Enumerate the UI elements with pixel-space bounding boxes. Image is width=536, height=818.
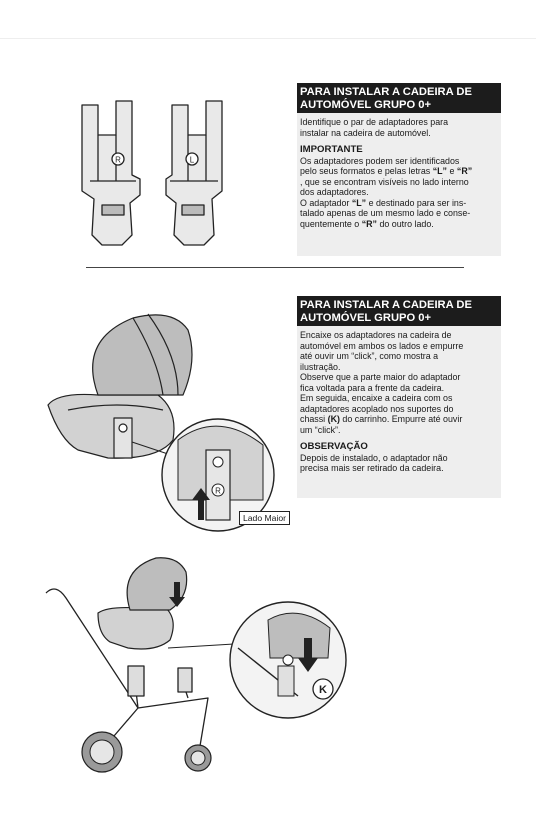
section1-title-line2: AUTOMÓVEL GRUPO 0+ xyxy=(300,98,432,111)
carseat-adapter-illustration xyxy=(38,300,288,545)
important-label: IMPORTANTE xyxy=(300,144,363,155)
car-seat xyxy=(48,314,192,458)
s2-line6: fica voltada para a frente da cadeira. xyxy=(300,382,445,393)
section2-text-box xyxy=(297,326,501,498)
important-line2: pelo seus formatos e pelas letras “L” e “R” xyxy=(300,166,473,176)
adapter-right-letter: R xyxy=(115,155,121,165)
s2-line4: ilustração. xyxy=(300,361,341,372)
s2-line3: até ouvir um “click”, como mostra a xyxy=(300,351,439,361)
s2-line8: adaptadores acoplado nos suportes do xyxy=(300,403,454,414)
section-divider xyxy=(86,267,464,268)
note-line2: precisa mais ser retirado da cadeira. xyxy=(300,463,444,473)
adapters-illustration xyxy=(72,95,252,255)
important-line1: Os adaptadores podem ser identificados xyxy=(300,155,460,166)
adapter-left-letter: L xyxy=(189,155,195,165)
adapter-right xyxy=(82,101,140,245)
section2-title-line1: PARA INSTALAR A CADEIRA DE xyxy=(300,299,472,311)
stroller-car-seat xyxy=(98,558,187,649)
section1-header xyxy=(297,83,501,114)
s2-line5: Observe que a parte maior do adaptador xyxy=(300,372,461,382)
s2-line7: Em seguida, encaixe a cadeira com os xyxy=(300,393,453,403)
chassis-detail-circle xyxy=(230,602,346,718)
section1-intro-line1: Identifique o par de adaptadores para xyxy=(300,117,449,127)
section1-intro-line2: instalar na cadeira de automóvel. xyxy=(300,127,431,138)
s2-line10: um “click”. xyxy=(300,424,341,435)
section1-title-line1: PARA INSTALAR A CADEIRA DE xyxy=(300,86,472,98)
important-line3: , que se encontram visíveis no lado interno xyxy=(300,176,469,187)
page-top-rule xyxy=(0,38,536,39)
lado-maior-label: Lado Maior xyxy=(239,511,290,525)
note-label: OBSERVAÇÃO xyxy=(300,441,368,452)
section2-title-line2: AUTOMÓVEL GRUPO 0+ xyxy=(300,311,432,324)
s2-line9: chassi (K) do carrinho. Empurre até ouvir xyxy=(300,414,463,424)
s2-line2: automóvel em ambos os lados e empurre xyxy=(300,340,464,351)
important-line4: dos adaptadores. xyxy=(300,187,369,197)
important-line6: talado apenas de um mesmo lado e conse- xyxy=(300,208,471,218)
important-line5: O adaptador “L” e destinado para ser ins- xyxy=(300,197,467,208)
adapter-left xyxy=(166,101,222,245)
section2-header xyxy=(297,296,501,327)
s2-line1: Encaixe os adaptadores na cadeira de xyxy=(300,330,452,340)
section1-text-box xyxy=(297,113,501,256)
stroller-callout-line xyxy=(168,644,234,648)
stroller-wheels xyxy=(82,732,211,772)
note-line1: Depois de instalado, o adaptador não xyxy=(300,452,448,463)
detail-letter-r: R xyxy=(215,486,221,496)
stroller-illustration xyxy=(38,548,358,780)
important-line7: quentemente o “R” do outro lado. xyxy=(300,218,434,229)
chassis-letter-k: K xyxy=(319,684,327,696)
